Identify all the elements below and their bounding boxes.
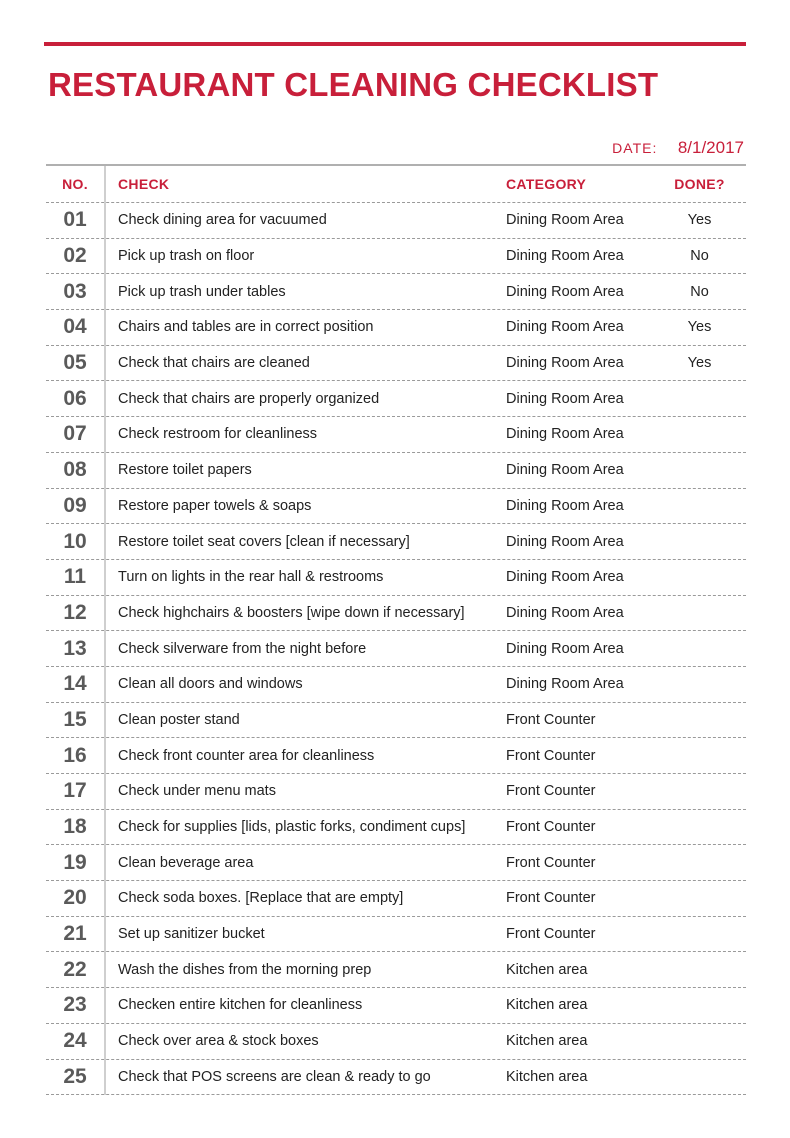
row-number bbox=[46, 208, 104, 232]
row-check-text: Chairs and tables are in correct position bbox=[118, 319, 374, 336]
row-number-label: 25 bbox=[63, 1064, 87, 1088]
row-check-text: Check that POS screens are clean & ready to go bbox=[118, 1068, 431, 1085]
table-body bbox=[46, 203, 746, 1095]
row-number bbox=[46, 422, 104, 446]
date-row bbox=[612, 138, 744, 158]
row-check-text: Checken entire kitchen for cleanliness bbox=[118, 997, 363, 1014]
row-category: Kitchen area bbox=[506, 1068, 588, 1085]
header-no: NO. bbox=[62, 176, 88, 192]
row-check-text: Check that chairs are properly organized bbox=[118, 390, 380, 407]
row-check-text: Clean all doors and windows bbox=[118, 676, 303, 693]
checklist-table bbox=[46, 164, 746, 1095]
row-number-label: 10 bbox=[63, 529, 87, 553]
table-row bbox=[46, 988, 746, 1024]
row-category: Front Counter bbox=[506, 819, 596, 836]
row-category: Front Counter bbox=[506, 711, 596, 728]
row-check-text: Restore toilet papers bbox=[118, 462, 252, 479]
row-number bbox=[46, 779, 104, 803]
row-category: Dining Room Area bbox=[506, 248, 624, 265]
table-row bbox=[46, 489, 746, 525]
row-check-text: Clean poster stand bbox=[118, 711, 240, 728]
row-check-text: Check soda boxes. [Replace that are empty] bbox=[118, 890, 404, 907]
row-category: Dining Room Area bbox=[506, 283, 624, 300]
table-row bbox=[46, 845, 746, 881]
row-number bbox=[46, 1065, 104, 1089]
table-row bbox=[46, 774, 746, 810]
row-number-label: 12 bbox=[63, 600, 87, 624]
row-number-label: 04 bbox=[63, 315, 87, 339]
row-number-label: 11 bbox=[63, 565, 87, 589]
row-number bbox=[46, 530, 104, 554]
table-row bbox=[46, 596, 746, 632]
row-number bbox=[46, 387, 104, 411]
table-row bbox=[46, 1060, 746, 1096]
table-header-row bbox=[46, 166, 746, 203]
table-row bbox=[46, 203, 746, 239]
row-number bbox=[46, 315, 104, 339]
row-check-text: Clean beverage area bbox=[118, 854, 254, 871]
row-check-text: Restore toilet seat covers [clean if necessary] bbox=[118, 533, 410, 550]
row-category: Dining Room Area bbox=[506, 462, 624, 479]
row-number bbox=[46, 993, 104, 1017]
date-value: 8/1/2017 bbox=[677, 138, 744, 157]
row-number-label: 20 bbox=[63, 886, 87, 910]
row-number-label: 01 bbox=[63, 208, 87, 232]
row-number-label: 16 bbox=[63, 743, 87, 767]
row-check-text: Turn on lights in the rear hall & restrooms bbox=[118, 569, 384, 586]
table-row bbox=[46, 1024, 746, 1060]
row-number bbox=[46, 565, 104, 589]
row-done-status: No bbox=[690, 248, 709, 265]
row-category: Front Counter bbox=[506, 854, 596, 871]
row-category: Dining Room Area bbox=[506, 319, 624, 336]
row-category: Front Counter bbox=[506, 783, 596, 800]
row-number bbox=[46, 886, 104, 910]
row-check-text: Set up sanitizer bucket bbox=[118, 926, 265, 943]
row-number-label: 15 bbox=[63, 707, 87, 731]
row-done-status: No bbox=[690, 283, 709, 300]
row-number bbox=[46, 744, 104, 768]
row-category: Front Counter bbox=[506, 747, 596, 764]
table-row bbox=[46, 881, 746, 917]
row-check-text: Pick up trash on floor bbox=[118, 248, 255, 265]
header-category: CATEGORY bbox=[506, 176, 587, 192]
table-row bbox=[46, 381, 746, 417]
row-number-label: 05 bbox=[63, 351, 87, 375]
row-number bbox=[46, 922, 104, 946]
row-category: Dining Room Area bbox=[506, 676, 624, 693]
row-check-text: Check that chairs are cleaned bbox=[118, 355, 310, 372]
top-accent-rule bbox=[44, 42, 746, 46]
row-number-label: 02 bbox=[63, 244, 87, 268]
row-check-text: Check under menu mats bbox=[118, 783, 276, 800]
row-check-text: Check silverware from the night before bbox=[118, 640, 367, 657]
table-row bbox=[46, 738, 746, 774]
row-done-status: Yes bbox=[687, 319, 712, 336]
row-category: Dining Room Area bbox=[506, 390, 624, 407]
row-number bbox=[46, 815, 104, 839]
row-category: Front Counter bbox=[506, 890, 596, 907]
row-category: Dining Room Area bbox=[506, 212, 624, 229]
row-number-label: 07 bbox=[63, 422, 87, 446]
row-number-label: 21 bbox=[63, 922, 87, 946]
row-number bbox=[46, 1029, 104, 1053]
table-row bbox=[46, 310, 746, 346]
row-number bbox=[46, 637, 104, 661]
table-row bbox=[46, 524, 746, 560]
row-check-text: Pick up trash under tables bbox=[118, 283, 286, 300]
row-number-label: 08 bbox=[63, 458, 87, 482]
table-row bbox=[46, 346, 746, 382]
row-number-label: 22 bbox=[63, 957, 87, 981]
row-check-text: Check over area & stock boxes bbox=[118, 1033, 319, 1050]
row-check-text: Check restroom for cleanliness bbox=[118, 426, 318, 443]
table-row bbox=[46, 810, 746, 846]
table-row bbox=[46, 952, 746, 988]
row-category: Front Counter bbox=[506, 926, 596, 943]
page-title: RESTAURANT CLEANING CHECKLIST bbox=[48, 66, 659, 103]
row-number bbox=[46, 601, 104, 625]
row-done-status: Yes bbox=[687, 355, 712, 372]
row-category: Dining Room Area bbox=[506, 426, 624, 443]
row-check-text: Restore paper towels & soaps bbox=[118, 497, 312, 514]
row-category: Dining Room Area bbox=[506, 604, 624, 621]
row-check-text: Check highchairs & boosters [wipe down if necessary] bbox=[118, 604, 465, 621]
row-number bbox=[46, 280, 104, 304]
table-row bbox=[46, 703, 746, 739]
row-category: Kitchen area bbox=[506, 997, 588, 1014]
table-row bbox=[46, 417, 746, 453]
row-number bbox=[46, 672, 104, 696]
row-number bbox=[46, 958, 104, 982]
table-row bbox=[46, 453, 746, 489]
row-number-label: 18 bbox=[63, 815, 87, 839]
table-row bbox=[46, 274, 746, 310]
row-number-label: 13 bbox=[63, 636, 87, 660]
row-number bbox=[46, 458, 104, 482]
row-number-label: 03 bbox=[63, 279, 87, 303]
row-check-text: Check for supplies [lids, plastic forks, condiment cups] bbox=[118, 819, 466, 836]
row-number-label: 23 bbox=[63, 993, 87, 1017]
row-category: Kitchen area bbox=[506, 1033, 588, 1050]
row-category: Dining Room Area bbox=[506, 355, 624, 372]
table-row bbox=[46, 917, 746, 953]
row-number bbox=[46, 494, 104, 518]
table-row bbox=[46, 560, 746, 596]
row-done-status: Yes bbox=[687, 212, 712, 229]
row-category: Kitchen area bbox=[506, 961, 588, 978]
table-row bbox=[46, 631, 746, 667]
row-number bbox=[46, 351, 104, 375]
date-label: DATE: bbox=[612, 140, 658, 156]
row-category: Dining Room Area bbox=[506, 533, 624, 550]
table-row bbox=[46, 239, 746, 275]
row-number-label: 09 bbox=[63, 493, 87, 517]
row-number-label: 17 bbox=[63, 779, 87, 803]
row-check-text: Check dining area for vacuumed bbox=[118, 212, 327, 229]
row-number-label: 14 bbox=[63, 672, 87, 696]
row-number-label: 06 bbox=[63, 386, 87, 410]
row-check-text: Wash the dishes from the morning prep bbox=[118, 961, 372, 978]
header-check: CHECK bbox=[118, 176, 170, 192]
row-number bbox=[46, 708, 104, 732]
row-number-label: 24 bbox=[63, 1029, 87, 1053]
table-row bbox=[46, 667, 746, 703]
header-done: DONE? bbox=[674, 176, 725, 192]
row-number bbox=[46, 244, 104, 268]
row-category: Dining Room Area bbox=[506, 640, 624, 657]
row-category: Dining Room Area bbox=[506, 497, 624, 514]
row-category: Dining Room Area bbox=[506, 569, 624, 586]
row-check-text: Check front counter area for cleanliness bbox=[118, 747, 375, 764]
row-number-label: 19 bbox=[63, 850, 87, 874]
row-number bbox=[46, 851, 104, 875]
